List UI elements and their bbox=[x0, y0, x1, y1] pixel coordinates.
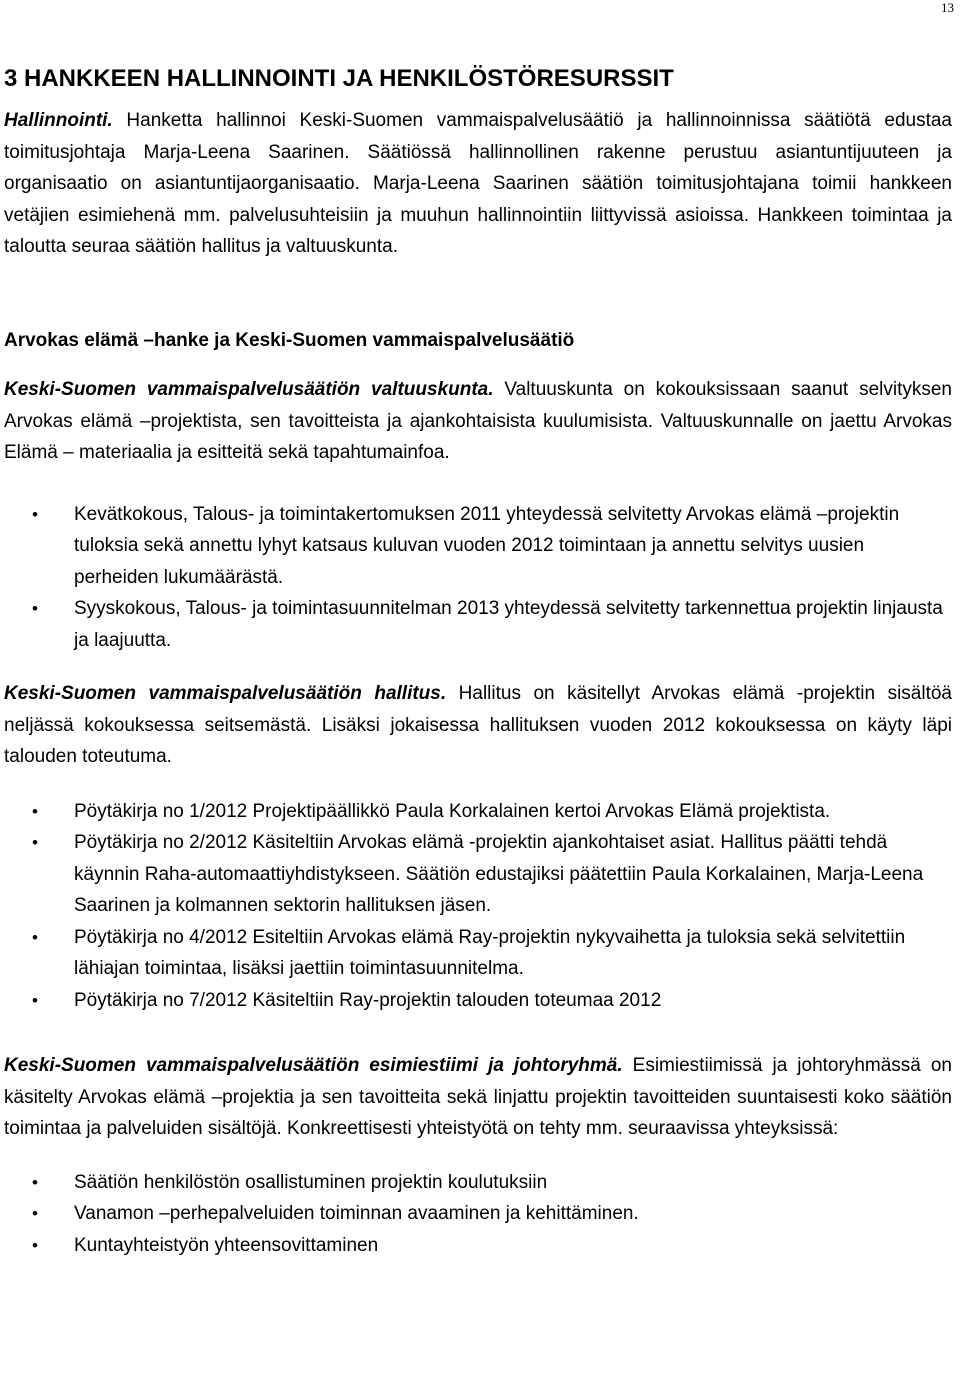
esimiestiimi-paragraph bbox=[4, 1050, 952, 1145]
list-item: • Pöytäkirja no 7/2012 Käsiteltiin Ray-projektin talouden toteumaa 2012 bbox=[4, 985, 952, 1017]
list-item: • Syyskokous, Talous- ja toimintasuunnitelman 2013 yhteydessä selvitetty tarkennettua projektin linjausta ja laajuutta. bbox=[4, 593, 952, 656]
bullet-icon: • bbox=[32, 833, 38, 852]
esimiestiimi-list bbox=[4, 1167, 952, 1262]
list-item: • Vanamon –perhepalveluiden toiminnan avaaminen ja kehittäminen. bbox=[4, 1198, 952, 1230]
hallitus-list bbox=[4, 796, 952, 1017]
bullet-icon: • bbox=[32, 1235, 38, 1255]
list-item: • Pöytäkirja no 1/2012 Projektipäällikkö Paula Korkalainen kertoi Arvokas Elämä projektista. bbox=[4, 796, 952, 828]
valtuuskunta-list bbox=[4, 499, 952, 657]
list-item: • Kuntayhteistyön yhteensovittaminen bbox=[4, 1230, 952, 1262]
hallitus-text: Hallitus on käsitellyt Arvokas elämä -projektin sisältöä neljässä kokouksessa seitsemästä. Lisäksi jokaisessa hallituksen vuoden 2012 kokouksessa on käyty läpi talouden toteutuma. bbox=[4, 683, 952, 767]
list-item: • Pöytäkirja no 4/2012 Esiteltiin Arvokas elämä Ray-projektin nykyvaihetta ja tuloksia sekä selvitettiin lähiajan toimintaa, lisäksi jaettiin toimintasuunnitelma. bbox=[4, 922, 952, 985]
esimiestiimi-lead: Keski-Suomen vammaispalvelusäätiön esimiestiimi ja johtoryhmä. bbox=[4, 1055, 623, 1076]
bullet-icon: • bbox=[32, 504, 38, 524]
bullet-icon: • bbox=[32, 990, 38, 1010]
valtuuskunta-text: Valtuuskunta on kokouksissaan saanut selvityksen Arvokas elämä –projektista, sen tavoitteista ja ajankohtaisista kuulumisista. Valtuuskunnalle on jaettu Arvokas Elämä – materiaalia ja esitteitä sekä tapahtumainfoa. bbox=[4, 379, 953, 463]
bullet-icon: • bbox=[32, 599, 38, 618]
section-heading: 3 HANKKEEN HALLINNOINTI JA HENKILÖSTÖRESURSSIT bbox=[4, 65, 674, 92]
valtuuskunta-paragraph bbox=[4, 374, 952, 469]
bullet-icon: • bbox=[32, 1172, 38, 1192]
list-item: • Kevätkokous, Talous- ja toimintakertomuksen 2011 yhteydessä selvitetty Arvokas elämä –projektin tuloksia sekä annettu lyhyt katsaus kuluvan vuoden 2012 toimintaan ja annettu selvitys uusien perheiden lukumäärästä. bbox=[4, 499, 952, 594]
list-item: • Säätiön henkilöstön osallistuminen projektin koulutuksiin bbox=[4, 1167, 952, 1199]
hallitus-lead: Keski-Suomen vammaispalvelusäätiön hallitus. bbox=[4, 683, 447, 704]
esimiestiimi-text: Esimiestiimissä ja johtoryhmässä on käsitelty Arvokas elämä –projektia ja sen tavoitteita sekä linjattu projektin tavoitteiden suuntaisesti koko säätiön toimintaa ja palveluiden sisältöjä. Konkreettisesti yhteistyötä on tehty mm. seuraavissa yhteyksissä: bbox=[4, 1055, 952, 1139]
bullet-icon: • bbox=[32, 927, 38, 947]
hallitus-paragraph bbox=[4, 678, 952, 773]
hallinnointi-lead: Hallinnointi. bbox=[4, 110, 113, 131]
hallinnointi-text: Hanketta hallinnoi Keski-Suomen vammaispalvelusäätiö ja hallinnoinnissa säätiötä edustaa toimitusjohtaja Marja-Leena Saarinen. Säätiössä hallinnollinen rakenne perustuu asiantuntijuuteen ja organisaatio on asiantuntijaorganisaatio. Marja-Leena Saarinen säätiön toimitusjohtajana toimii hankkeen vetäjien esimiehenä mm. palvelusuhteisiin ja muuhun hallinnointiin liittyvissä asioissa. Hankkeen toimintaa ja taloutta seuraa säätiön hallitus ja valtuuskunta. bbox=[4, 110, 952, 257]
list-item: • Pöytäkirja no 2/2012 Käsiteltiin Arvokas elämä -projektin ajankohtaiset asiat. Hallitus päätti tehdä käynnin Raha-automaattiyhdistykseen. Säätiön edustajiksi päätettiin Paula Korkalainen, Marja-Leena Saarinen ja kolmannen sektorin hallituksen jäsen. bbox=[4, 827, 952, 922]
bullet-icon: • bbox=[32, 1204, 38, 1223]
subheading: Arvokas elämä –hanke ja Keski-Suomen vammaispalvelusäätiö bbox=[4, 329, 575, 351]
page-number: 13 bbox=[941, 0, 954, 15]
hallinnointi-paragraph bbox=[4, 105, 952, 263]
valtuuskunta-lead: Keski-Suomen vammaispalvelusäätiön valtuuskunta. bbox=[4, 379, 494, 400]
document-body bbox=[4, 61, 952, 1261]
bullet-icon: • bbox=[32, 801, 38, 821]
